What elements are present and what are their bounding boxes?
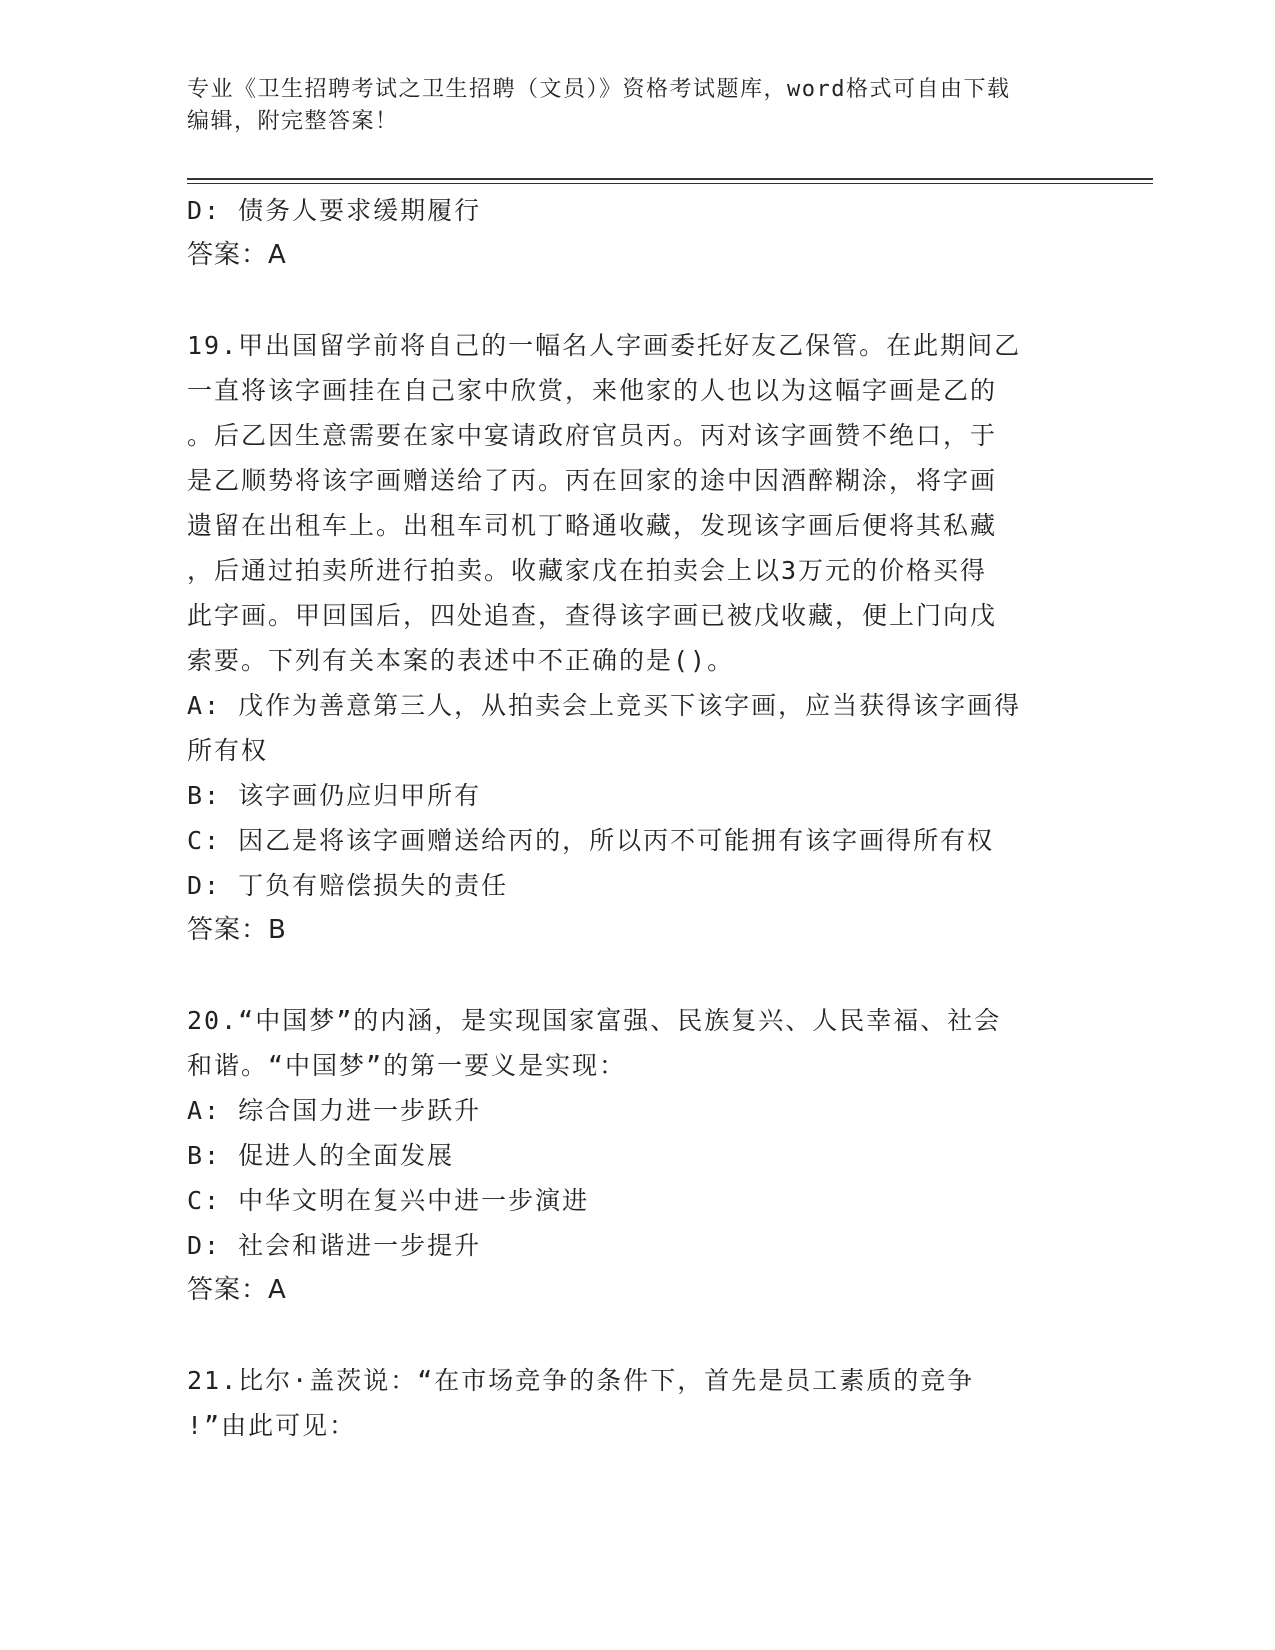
option-b: B: 促进人的全面发展 bbox=[187, 1141, 455, 1170]
document-header bbox=[187, 74, 1067, 138]
option-a: A: 戊作为善意第三人，从拍卖会上竞买下该字画，应当获得该字画得 bbox=[187, 691, 1022, 720]
question-stem-line: 一直将该字画挂在自己家中欣赏，来他家的人也以为这幅字画是乙的 bbox=[187, 376, 998, 405]
header-divider-thick bbox=[187, 178, 1153, 180]
question-stem-line: !”由此可见： bbox=[187, 1411, 357, 1440]
option-d: D: 社会和谐进一步提升 bbox=[187, 1231, 482, 1260]
option-b: B: 该字画仍应归甲所有 bbox=[187, 781, 482, 810]
question-21 bbox=[187, 1358, 1067, 1448]
question-stem-line: 21.比尔·盖茨说：“在市场竞争的条件下，首先是员工素质的竞争 bbox=[187, 1366, 975, 1395]
question-19 bbox=[187, 323, 1067, 953]
answer: 答案：A bbox=[187, 240, 287, 270]
question-stem-line: ，后通过拍卖所进行拍卖。收藏家戊在拍卖会上以3万元的价格买得 bbox=[187, 556, 988, 585]
question-stem-line: 此字画。甲回国后，四处追查，查得该字画已被戊收藏，便上门向戊 bbox=[187, 601, 998, 630]
question-stem-line: 索要。下列有关本案的表述中不正确的是()。 bbox=[187, 646, 735, 675]
answer: 答案：A bbox=[187, 1275, 287, 1305]
question-stem-line: 。后乙因生意需要在家中宴请政府官员丙。丙对该字画赞不绝口，于 bbox=[187, 421, 998, 450]
option-d: D: 丁负有赔偿损失的责任 bbox=[187, 871, 509, 900]
option-d: D: 债务人要求缓期履行 bbox=[187, 196, 482, 225]
option-a-continuation: 所有权 bbox=[187, 736, 269, 765]
spacer bbox=[187, 1313, 1067, 1358]
option-c: C: 因乙是将该字画赠送给丙的，所以丙不可能拥有该字画得所有权 bbox=[187, 826, 995, 855]
header-line: 专业《卫生招聘考试之卫生招聘（文员）》资格考试题库，word格式可自由下载 bbox=[187, 77, 1011, 102]
question-content bbox=[187, 188, 1067, 1448]
spacer bbox=[187, 278, 1067, 323]
option-c: C: 中华文明在复兴中进一步演进 bbox=[187, 1186, 590, 1215]
question-20 bbox=[187, 998, 1067, 1313]
option-a: A: 综合国力进一步跃升 bbox=[187, 1096, 482, 1125]
header-divider-thin bbox=[187, 183, 1153, 184]
answer: 答案：B bbox=[187, 915, 287, 945]
spacer bbox=[187, 953, 1067, 998]
question-stem-line: 和谐。“中国梦”的第一要义是实现： bbox=[187, 1051, 627, 1080]
question-stem-line: 19.甲出国留学前将自己的一幅名人字画委托好友乙保管。在此期间乙 bbox=[187, 331, 1022, 360]
question-stem-line: 20.“中国梦”的内涵，是实现国家富强、民族复兴、人民幸福、社会 bbox=[187, 1006, 1002, 1035]
question-stem-line: 是乙顺势将该字画赠送给了丙。丙在回家的途中因酒醉糊涂，将字画 bbox=[187, 466, 998, 495]
header-line: 编辑，附完整答案！ bbox=[187, 109, 399, 134]
question-stem-line: 遗留在出租车上。出租车司机丁略通收藏，发现该字画后便将其私藏 bbox=[187, 511, 998, 540]
